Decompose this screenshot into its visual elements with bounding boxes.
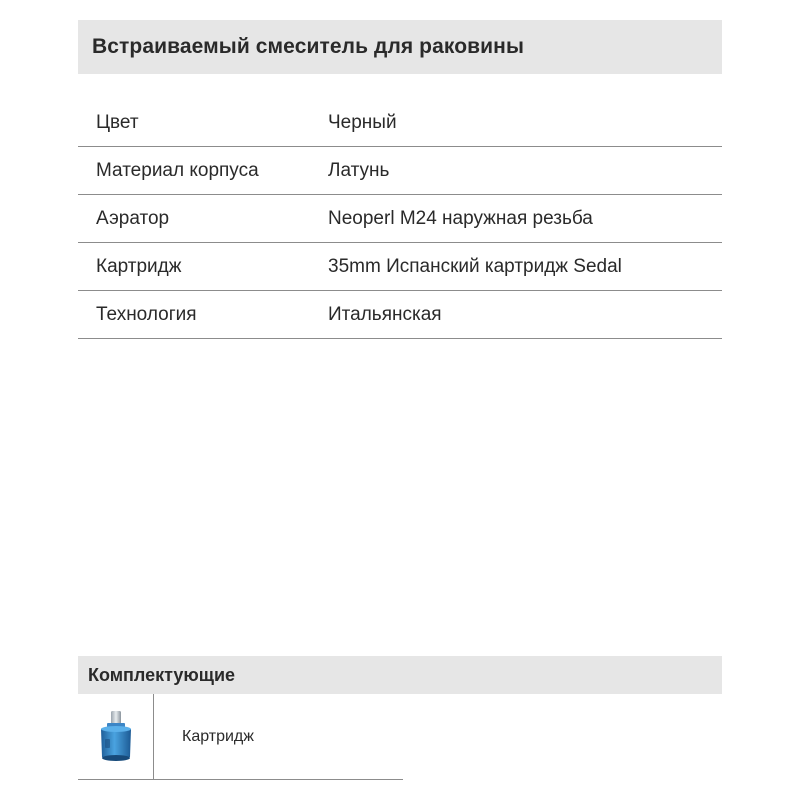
component-thumbnail [78,694,154,779]
spec-label: Технология [96,303,197,325]
spec-value: Латунь [328,159,390,181]
components-header [78,656,722,694]
spec-label: Материал корпуса [96,159,259,181]
spec-row-aerator [78,195,722,243]
spec-table [78,99,722,339]
spec-label: Картридж [96,255,182,277]
components-title: Комплектующие [88,664,236,685]
spec-row-technology [78,291,722,339]
page-title: Встраиваемый смеситель для раковины [92,35,524,58]
spec-value: Итальянская [328,303,442,325]
spec-row-color [78,99,722,147]
spec-label: Цвет [96,111,139,133]
title-bar [78,20,722,74]
spec-value: Черный [328,111,397,133]
component-row [78,694,403,780]
spec-value: 35mm Испанский картридж Sedal [328,255,622,277]
spec-row-cartridge [78,243,722,291]
spec-row-material [78,147,722,195]
cartridge-icon [94,709,138,765]
component-label: Картридж [182,727,254,745]
spec-value: Neoperl M24 наружная резьба [328,207,593,229]
spec-label: Аэратор [96,207,170,229]
